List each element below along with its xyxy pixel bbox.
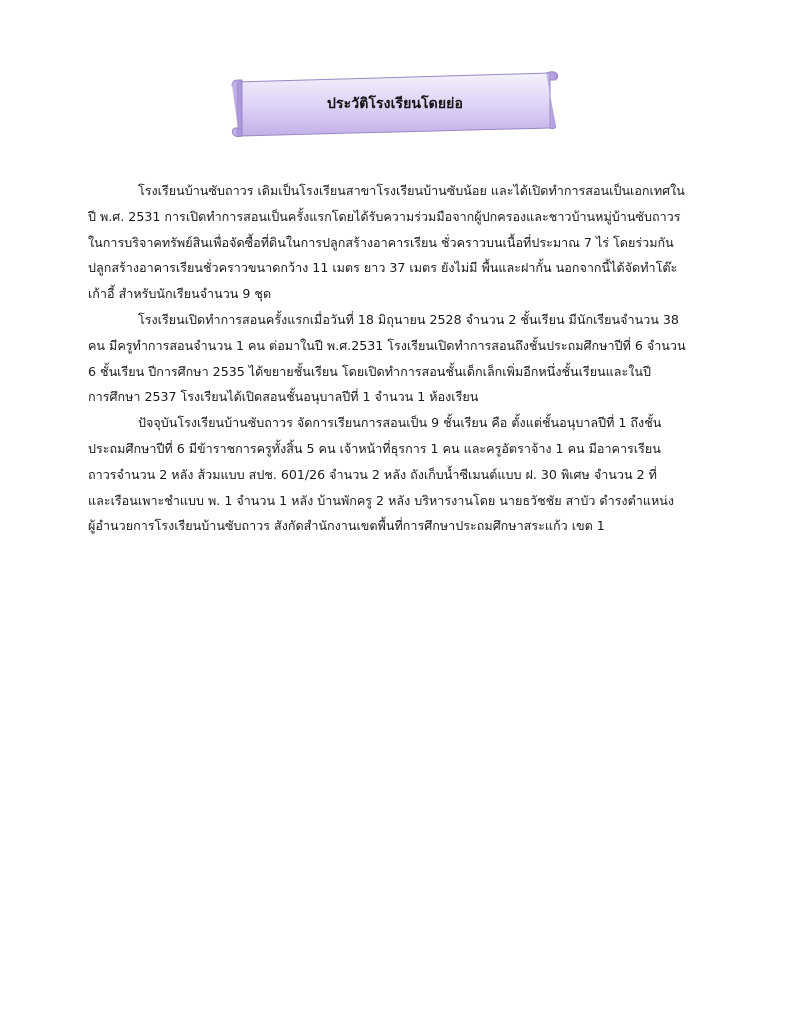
title-scroll-banner [228,68,562,140]
text-line: และเรือนเพาะชำแบบ พ. 1 จำนวน 1 หลัง บ้านพักครู 2 หลัง บริหารงานโดย นายธวัชชัย สาบัว ดำรงตำแหน่ง [88,492,675,508]
text-line: ปลูกสร้างอาคารเรียนชั่วคราวขนาดกว้าง 11 เมตร ยาว 37 เมตร ยังไม่มี พื้นและฝากั้น นอกจากนี้ได้จัดทำโต๊ะ [88,260,678,276]
text-line: 6 ชั้นเรียน ปีการศึกษา 2535 ได้ขยายชั้นเรียน โดยเปิดทำการสอนชั้นเด็กเล็กเพิ่มอีกหนึ่งชั้นเรียนและในปี [88,363,652,379]
text-line: การศึกษา 2537 โรงเรียนได้เปิดสอนชั้นอนุบาลปีที่ 1 จำนวน 1 ห้องเรียน [88,389,479,405]
text-line: เก้าอี้ สำหรับนักเรียนจำนวน 9 ชุด [88,286,272,302]
paragraph [88,307,710,410]
text-line: ปี พ.ศ. 2531 การเปิดทำการสอนเป็นครั้งแรกโดยได้รับความร่วมมือจากผู้ปกครองและชาวบ้านหมู่บ้านซับถาวร [88,208,681,224]
text-line: ถาวรจำนวน 2 หลัง ส้วมแบบ สปช. 601/26 จำนวน 2 หลัง ถังเก็บน้ำซีเมนต์แบบ ฝ. 30 พิเศษ จำนวน 2 ที่ [88,466,657,482]
text-line: โรงเรียนบ้านซับถาวร เดิมเป็นโรงเรียนสาขาโรงเรียนบ้านซับน้อย และได้เปิดทำการสอนเป็นเอกเทศใน [138,183,685,198]
text-line: ผู้อำนวยการโรงเรียนบ้านซับถาวร สังกัดสำนักงานเขตพื้นที่การศึกษาประถมศึกษาสระแก้ว เขต 1 [88,518,605,534]
document-body [88,178,710,539]
text-line: โรงเรียนเปิดทำการสอนครั้งแรกเมื่อวันที่ 18 มิถุนายน 2528 จำนวน 2 ชั้นเรียน มีนักเรียนจำนวน 38 [138,311,679,327]
text-line: ปัจจุบันโรงเรียนบ้านซับถาวร จัดการเรียนการสอนเป็น 9 ชั้นเรียน คือ ตั้งแต่ชั้นอนุบาลปีที่ 1 ถึงชั้น [138,415,662,431]
paragraph [88,178,710,307]
page-title: ประวัติโรงเรียนโดยย่อ [327,96,463,112]
paragraph [88,410,710,539]
text-line: ในการบริจาคทรัพย์สินเพื่อจัดซื้อที่ดินในการปลูกสร้างอาคารเรียน ชั่วคราวบนเนื้อที่ประมาณ 7 ไร่ โดยร่วมกัน [88,234,674,250]
text-line: คน มีครูทำการสอนจำนวน 1 คน ต่อมาในปี พ.ศ.2531 โรงเรียนเปิดทำการสอนถึงชั้นประถมศึกษาปีที่ 6 จำนวน [88,337,686,353]
text-line: ประถมศึกษาปีที่ 6 มีข้าราชการครูทั้งสิ้น 5 คน เจ้าหน้าที่ธุรการ 1 คน และครูอัตราจ้าง 1 คน มีอาคารเรียน [88,440,661,456]
